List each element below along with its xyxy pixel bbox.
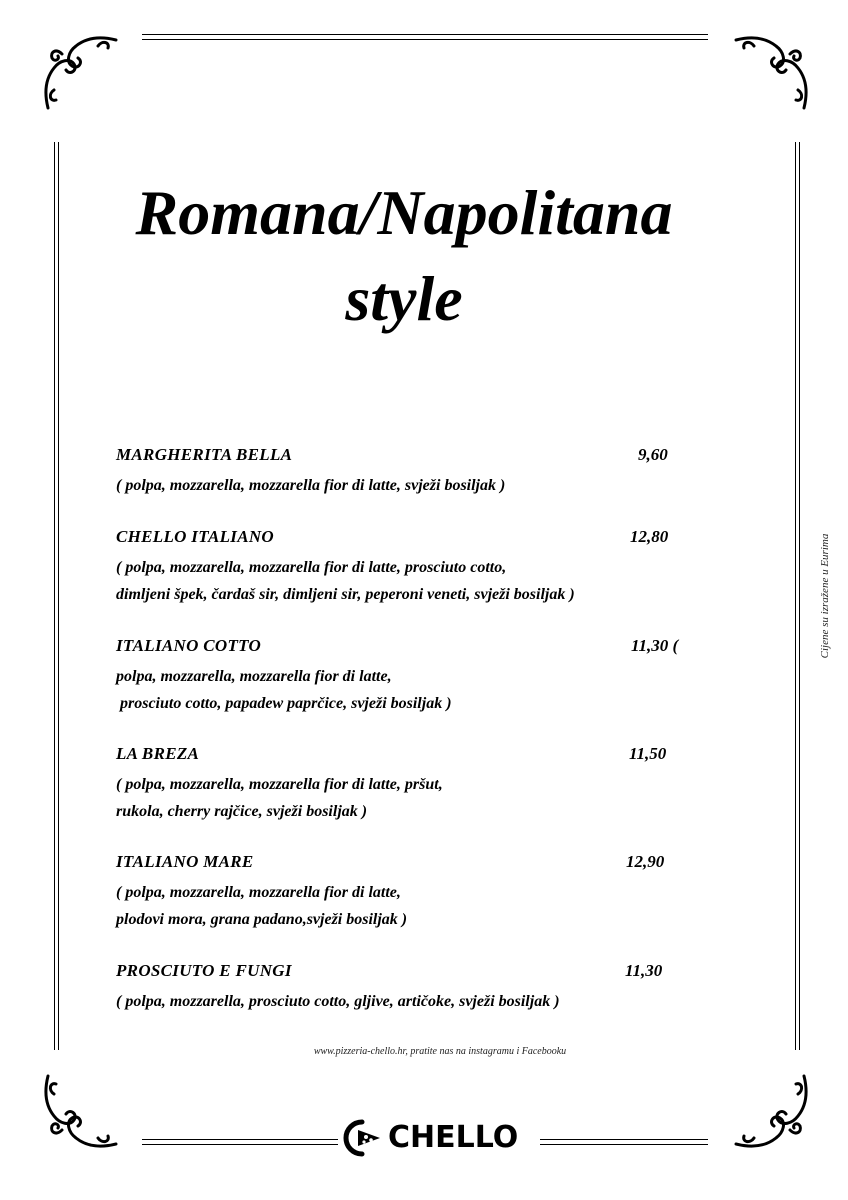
menu-item-name: CHELLO ITALIANO	[116, 527, 274, 546]
menu-item-price: 12,80	[630, 527, 669, 546]
menu-item-name: ITALIANO COTTO	[116, 636, 262, 655]
menu-item-name: ITALIANO MARE	[116, 852, 254, 871]
bottom-border-line-right-inner	[540, 1144, 708, 1145]
menu-item-description-line: plodovi mora, grana padano,svježi bosiljak )	[116, 911, 408, 928]
menu-item-name: LA BREZA	[116, 744, 200, 763]
menu-item-price: 12,90	[626, 852, 665, 871]
top-border-line-inner	[142, 39, 708, 40]
menu-item-description-line: dimljeni špek, čardaš sir, dimljeni sir, peperoni veneti, svježi bosiljak )	[116, 586, 575, 603]
menu-item-price: 9,60	[638, 445, 668, 464]
menu-item-name: PROSCIUTO E FUNGI	[116, 961, 292, 980]
menu-title	[0, 170, 808, 342]
pizza-logo-icon	[340, 1118, 384, 1158]
chello-logo	[340, 1118, 518, 1158]
corner-ornament-top-left-icon	[42, 34, 118, 110]
bottom-border-line-left	[142, 1139, 338, 1140]
menu-item-description-line: polpa, mozzarella, mozzarella fior di latte,	[116, 668, 392, 685]
top-border-line	[142, 34, 708, 35]
menu-item-description	[116, 663, 452, 717]
menu-item-description	[116, 879, 407, 933]
corner-ornament-top-right-icon	[734, 34, 810, 110]
menu-item-description-line: ( polpa, mozzarella, mozzarella fior di latte,	[116, 884, 401, 901]
menu-item-description-line: ( polpa, mozzarella, mozzarella fior di latte, prosciuto cotto,	[116, 559, 507, 576]
currency-note: Cijene su izražene u Eurima	[819, 533, 831, 659]
bottom-border-line-left-inner	[142, 1144, 338, 1145]
menu-title-line1: Romana/Napolitana	[135, 177, 673, 248]
website-note: www.pizzeria-chello.hr, pratite nas na instagramu i Facebooku	[313, 1046, 567, 1057]
menu-item-price: 11,30 (	[631, 636, 679, 655]
menu-item-description-line: prosciuto cotto, papadew paprčice, svježi bosiljak )	[116, 695, 452, 712]
logo-text: CHELLO	[388, 1120, 519, 1155]
menu-item-description	[116, 472, 505, 499]
menu-item-description	[116, 988, 560, 1015]
menu-item-description-line: rukola, cherry rajčice, svježi bosiljak )	[116, 803, 368, 820]
menu-title-line2: style	[345, 263, 463, 334]
menu-item-description-line: ( polpa, mozzarella, prosciuto cotto, gljive, artičoke, svježi bosiljak )	[116, 993, 560, 1010]
corner-ornament-bottom-left-icon	[42, 1074, 118, 1150]
menu-item-description	[116, 771, 443, 825]
menu-item-name: MARGHERITA BELLA	[116, 445, 293, 464]
corner-ornament-bottom-right-icon	[734, 1074, 810, 1150]
menu-item-price: 11,50	[629, 744, 667, 763]
menu-item-description-line: ( polpa, mozzarella, mozzarella fior di latte, pršut,	[116, 776, 443, 793]
menu-item-description-line: ( polpa, mozzarella, mozzarella fior di latte, svježi bosiljak )	[116, 477, 506, 494]
bottom-border-line-right	[540, 1139, 708, 1140]
menu-item-description	[116, 554, 575, 608]
menu-item-price: 11,30	[625, 961, 663, 980]
